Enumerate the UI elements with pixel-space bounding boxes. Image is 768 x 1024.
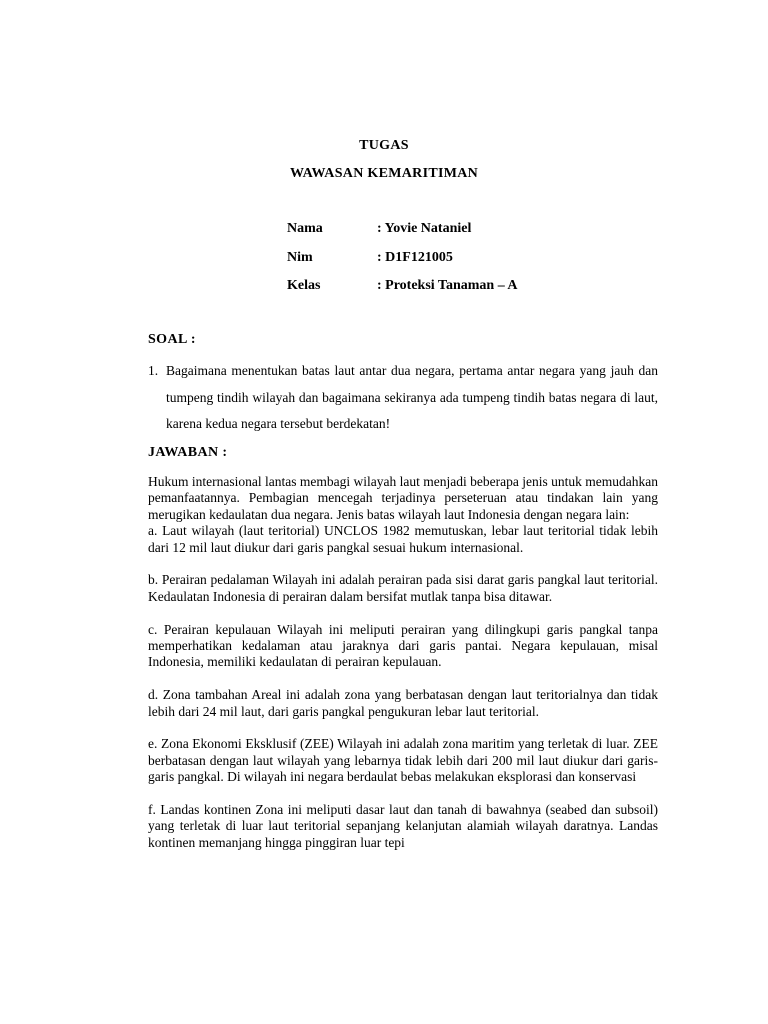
- answer-intro: Hukum internasional lantas membagi wilayah laut menjadi beberapa jenis untuk memudahkan pemanfaatannya. Pembagian mencegah terjadinya perseteruan atau tindakan lain yang merugikan kedaulatan dua negara. Jenis batas wilayah laut Indonesia dengan negara lain:: [148, 474, 658, 522]
- answer-item-d: d. Zona tambahan Areal ini adalah zona yang berbatasan dengan laut teritorialnya dan tidak lebih dari 24 mil laut, dari garis pangkal pengukuran lebar laut teritorial.: [148, 687, 658, 719]
- nama-label: Nama: [287, 221, 323, 236]
- kelas-value: : Proteksi Tanaman – A: [377, 278, 518, 293]
- jawaban-heading: JAWABAN :: [148, 445, 228, 460]
- answer-item-b: b. Perairan pedalaman Wilayah ini adalah perairan pada sisi darat garis pangkal laut teritorial. Kedaulatan Indonesia di perairan dalam bersifat mutlak tanpa bisa ditawar.: [148, 572, 658, 604]
- identity-row-kelas: [287, 278, 518, 294]
- kelas-label: Kelas: [287, 278, 321, 293]
- identity-row-nim: [287, 250, 453, 266]
- question-text: Bagaimana menentukan batas laut antar dua negara, pertama antar negara yang jauh dan tumpeng tindih wilayah dan bagaimana sekiranya ada tumpeng tindih batas negara di laut, karena kedua negara tersebut berdekatan!: [166, 363, 658, 431]
- nama-value: : Yovie Nataniel: [377, 221, 472, 236]
- answer-body: [148, 474, 658, 851]
- answer-item-e: e. Zona Ekonomi Eksklusif (ZEE) Wilayah ini adalah zona maritim yang terletak di luar. ZEE berbatasan dengan laut wilayah yang lebarnya tidak lebih dari 200 mil laut diukur dari garis-garis pangkal. Di wilayah ini negara berdaulat bebas melakukan eksplorasi dan konservasi: [148, 736, 658, 785]
- answer-item-f: f. Landas kontinen Zona ini meliputi dasar laut dan tanah di bawahnya (seabed dan subsoil) yang terletak di luar laut teritorial sepanjang kelanjutan alamiah wilayah daratnya. Landas kontinen memanjang hingga pinggiran luar tepi: [148, 802, 658, 850]
- question-item: [148, 358, 658, 438]
- question-number: 1.: [148, 363, 159, 378]
- nim-label: Nim: [287, 250, 313, 265]
- answer-item-c: c. Perairan kepulauan Wilayah ini meliputi perairan yang dilingkupi garis pangkal tanpa memperhatikan kedalaman atau jaraknya dari garis pantai. Negara kepulauan, misal Indonesia, memiliki kedaulatan di perairan kepulauan.: [148, 621, 658, 670]
- document-subtitle: WAWASAN KEMARITIMAN: [289, 166, 479, 181]
- document-title: TUGAS: [359, 138, 409, 153]
- nim-value: : D1F121005: [377, 250, 453, 265]
- identity-row-nama: [287, 221, 471, 237]
- soal-heading: SOAL :: [148, 332, 196, 347]
- answer-item-a: a. Laut wilayah (laut teritorial) UNCLOS 1982 memutuskan, lebar laut teritorial tidak lebih dari 12 mil laut diukur dari garis pangkal sesuai hukum internasional.: [148, 523, 658, 555]
